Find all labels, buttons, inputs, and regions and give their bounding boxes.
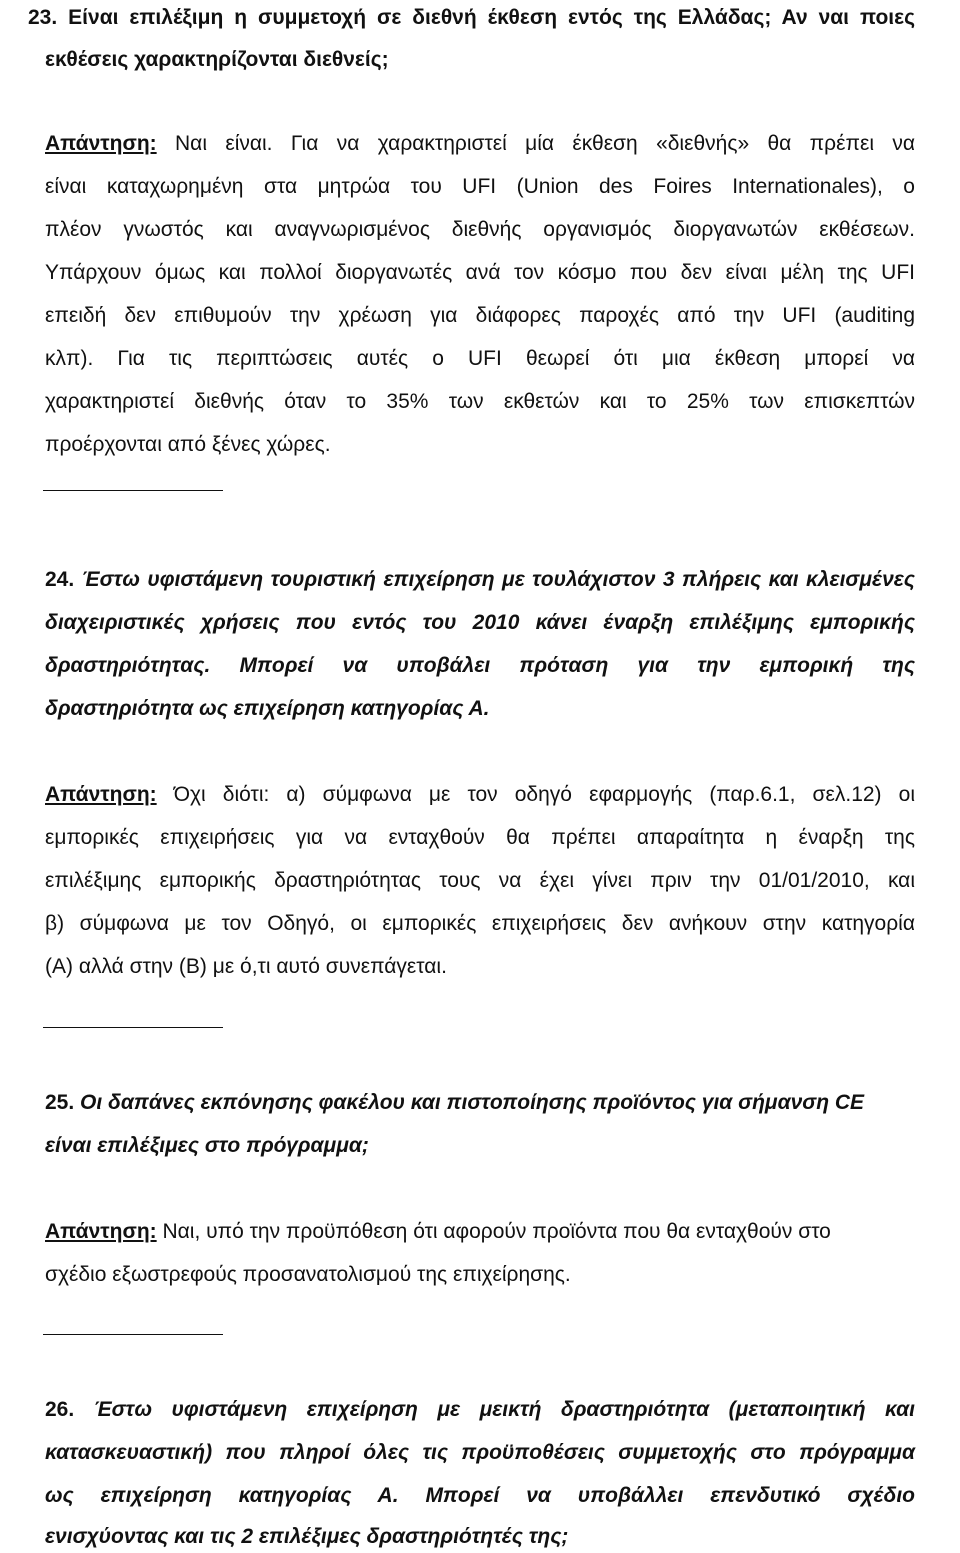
q23-question-line-2: εκθέσεις χαρακτηρίζονται διεθνείς;: [45, 48, 389, 71]
q23-answer-line-7: χαρακτηριστεί διεθνής όταν το 35% των εκθετών και το 25% των επισκεπτών: [45, 390, 915, 413]
q26-number: 26.: [45, 1398, 75, 1421]
q23-answer-line-2: είναι καταχωρημένη στα μητρώα του UFI (Union des Foires Internationales), ο: [45, 175, 915, 198]
q23-question-line-1: 23. Είναι επιλέξιμη η συμμετοχή σε διεθνή έκθεση εντός της Ελλάδας; Αν ναι ποιες: [28, 6, 915, 29]
q24-answer-line-4: β) σύμφωνα με τον Οδηγό, οι εμπορικές επιχειρήσεις δεν ανήκουν στην κατηγορία: [45, 912, 915, 935]
q24-question-line-2: διαχειριστικές χρήσεις που εντός του 2010 κάνει έναρξη επιλέξιμης εμπορικής: [45, 611, 915, 634]
q23-answer-line-6: κλπ). Για τις περιπτώσεις αυτές ο UFI θεωρεί ότι μια έκθεση μπορεί να: [45, 347, 915, 370]
q23-answer-line-4: Υπάρχουν όμως και πολλοί διοργανωτές ανά τον κόσμο που δεν είναι μέλη της UFI: [45, 261, 915, 284]
q23-answer-label: Απάντηση:: [45, 132, 157, 155]
q26-question-line-4: ενισχύοντας και τις 2 επιλέξιμες δραστηριότητές της;: [45, 1525, 569, 1548]
q25-answer-line-2: σχέδιο εξωστρεφούς προσανατολισμού της επιχείρησης.: [45, 1263, 571, 1286]
q24-answer-line-1: Απάντηση: Όχι διότι: α) σύμφωνα με τον οδηγό εφαρμογής (παρ.6.1, σελ.12) οι: [45, 783, 915, 806]
separator-1: [43, 490, 223, 491]
q24-answer-label: Απάντηση:: [45, 783, 157, 806]
q26-question-line-2: κατασκευαστική) που πληροί όλες τις προϋποθέσεις συμμετοχής στο πρόγραμμα: [45, 1441, 915, 1464]
q23-answer-line-1: Απάντηση: Ναι είναι. Για να χαρακτηριστεί μία έκθεση «διεθνής» θα πρέπει να: [45, 132, 915, 155]
q23-answer-line-5: επειδή δεν επιθυμούν την χρέωση για διάφορες παροχές από την UFI (auditing: [45, 304, 915, 327]
q25-answer-label: Απάντηση:: [45, 1220, 157, 1243]
q23-number: 23.: [28, 6, 58, 29]
q24-answer-line-2: εμπορικές επιχειρήσεις για να ενταχθούν θα πρέπει απαραίτητα η έναρξη της: [45, 826, 915, 849]
separator-2: [43, 1027, 223, 1028]
q25-question-line-2: είναι επιλέξιμες στο πρόγραμμα;: [45, 1134, 369, 1157]
q24-question-line-3: δραστηριότητας. Μπορεί να υποβάλει πρόταση για την εμπορική της: [45, 654, 915, 677]
q24-number: 24.: [45, 568, 75, 591]
q26-question-line-3: ως επιχείρηση κατηγορίας Α. Μπορεί να υποβάλλει επενδυτικό σχέδιο: [45, 1484, 915, 1507]
separator-3: [43, 1334, 223, 1335]
q23-answer-line-3: πλέον γνωστός και αναγνωρισμένος διεθνής οργανισμός διοργανωτών εκθέσεων.: [45, 218, 915, 241]
q25-question-line-1: 25. Οι δαπάνες εκπόνησης φακέλου και πιστοποίησης προϊόντος για σήμανση CE: [45, 1091, 865, 1114]
q25-answer-line-1: Απάντηση: Ναι, υπό την προϋπόθεση ότι αφορούν προϊόντα που θα ενταχθούν στο: [45, 1220, 831, 1243]
q24-question-line-4: δραστηριότητα ως επιχείρηση κατηγορίας Α.: [45, 697, 490, 720]
q25-number: 25.: [45, 1091, 75, 1114]
q24-answer-line-5: (Α) αλλά στην (Β) με ό,τι αυτό συνεπάγεται.: [45, 955, 447, 978]
q24-question-line-1: 24. Έστω υφιστάμενη τουριστική επιχείρηση με τουλάχιστον 3 πλήρεις και κλεισμένες: [45, 568, 915, 591]
q24-answer-line-3: επιλέξιμης εμπορικής δραστηριότητας τους να έχει γίνει πριν την 01/01/2010, και: [45, 869, 915, 892]
q26-question-line-1: 26. Έστω υφιστάμενη επιχείρηση με μεικτή δραστηριότητα (μεταποιητική και: [45, 1398, 915, 1421]
q23-answer-line-8: προέρχονται από ξένες χώρες.: [45, 433, 331, 456]
